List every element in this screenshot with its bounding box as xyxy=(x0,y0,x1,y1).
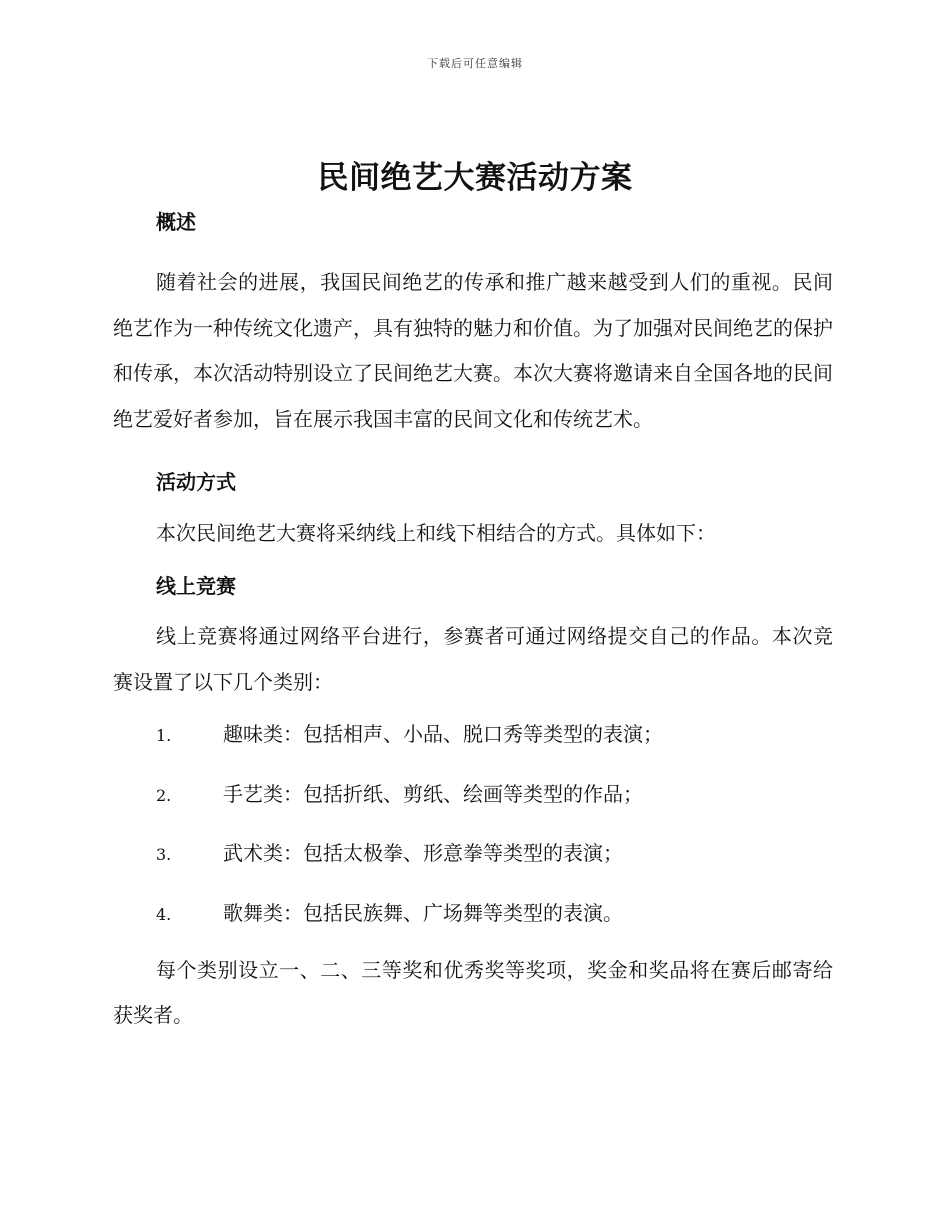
list-item xyxy=(113,896,833,932)
list-item-text: 武术类：包括太极拳、形意拳等类型的表演； xyxy=(223,841,623,866)
list-item-number: 1. xyxy=(156,726,172,746)
section-heading-method: 活动方式 xyxy=(156,470,236,495)
list-item-number: 3. xyxy=(156,845,172,865)
category-list xyxy=(113,717,833,932)
list-item-text: 歌舞类：包括民族舞、广场舞等类型的表演。 xyxy=(223,900,623,925)
list-item xyxy=(113,777,833,813)
list-item-text: 趣味类：包括相声、小品、脱口秀等类型的表演； xyxy=(223,722,663,747)
document-title: 民间绝艺大赛活动方案 xyxy=(317,160,633,196)
section-heading-overview: 概述 xyxy=(156,210,196,234)
awards-paragraph: 每个类别设立一、二、三等奖和优秀奖等奖项，奖金和奖品将在赛后邮寄给获奖者。 xyxy=(113,957,833,1028)
method-paragraph: 本次民间绝艺大赛将采纳线上和线下相结合的方式。具体如下： xyxy=(156,521,716,546)
list-item-text: 手艺类：包括折纸、剪纸、绘画等类型的作品； xyxy=(223,781,643,806)
list-item xyxy=(113,836,833,872)
list-item-number: 2. xyxy=(156,785,172,805)
list-item xyxy=(113,717,833,753)
list-item-number: 4. xyxy=(156,904,172,924)
online-paragraph: 线上竞赛将通过网络平台进行，参赛者可通过网络提交自己的作品。本次竞赛设置了以下几个类别： xyxy=(113,623,833,694)
document-body xyxy=(113,205,833,1039)
overview-paragraph: 随着社会的进展，我国民间绝艺的传承和推广越来越受到人们的重视。民间绝艺作为一种传统文化遗产，具有独特的魅力和价值。为了加强对民间绝艺的保护和传承，本次活动特别设立了民间绝艺大赛。本次大赛将邀请来自全国各地的民间绝艺爱好者参加，旨在展示我国丰富的民间文化和传统艺术。 xyxy=(113,270,833,431)
section-heading-online: 线上竞赛 xyxy=(156,573,236,598)
header-note: 下载后可任意编辑 xyxy=(427,57,523,70)
